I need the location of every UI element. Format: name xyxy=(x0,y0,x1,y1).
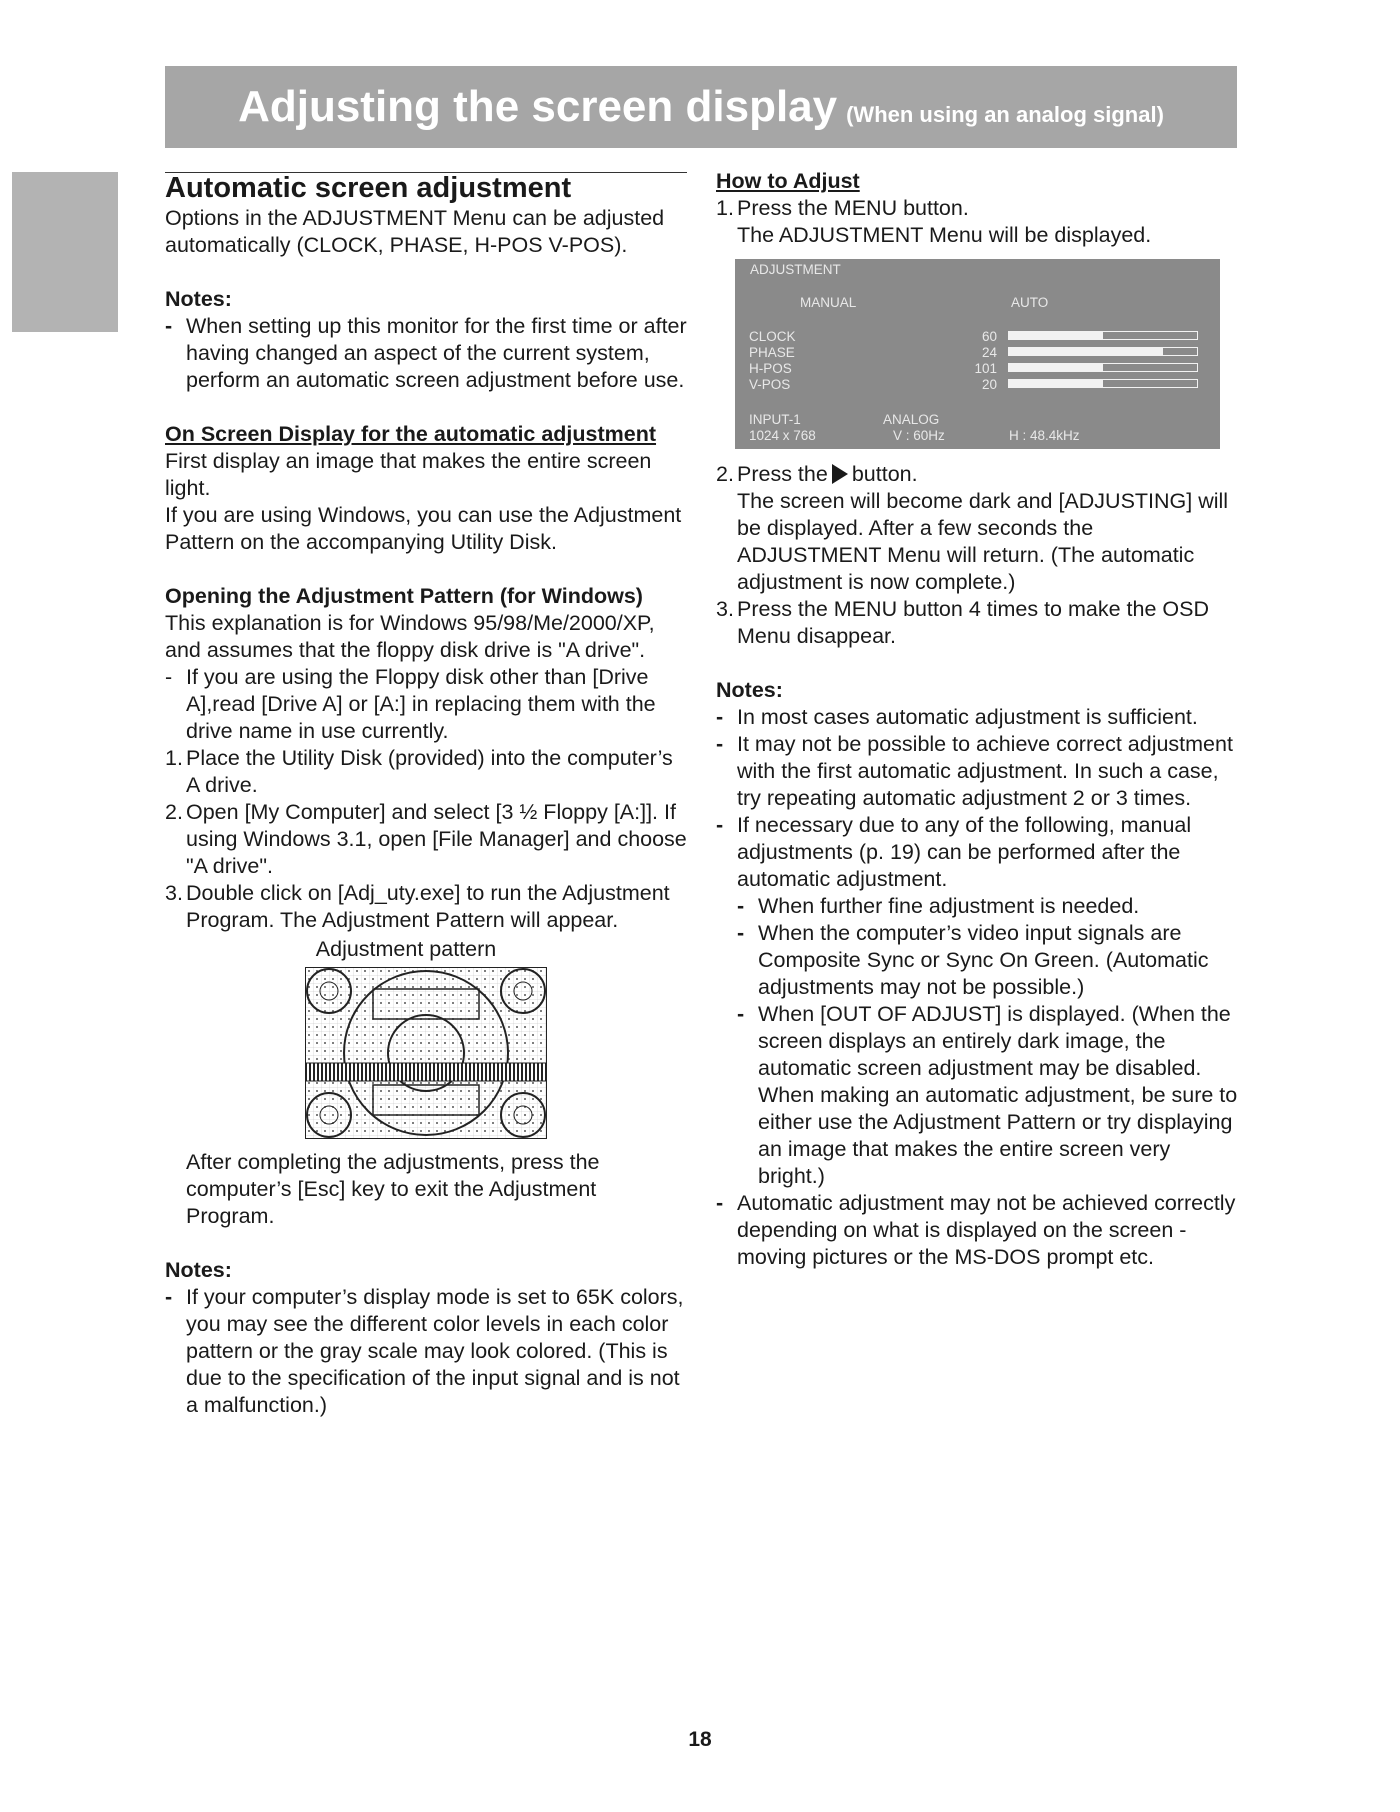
list-item: - Automatic adjustment may not be achieved correctly depending on what is displayed on the screen - moving pictures or the MS-DOS prompt etc. xyxy=(716,1191,1236,1269)
osd-manual: MANUAL xyxy=(800,295,857,310)
step-item: 1. Place the Utility Disk (provided) into the computer’s A drive. xyxy=(165,746,673,797)
pattern-caption: Adjustment pattern xyxy=(315,937,497,961)
osd-row-value: 60 xyxy=(981,329,997,344)
page-number: 18 xyxy=(688,1728,712,1751)
left-column xyxy=(165,171,687,1419)
osd-row-value: 101 xyxy=(974,361,997,376)
section-title: Automatic screen adjustment xyxy=(165,172,572,204)
page-subtitle: (When using an analog signal) xyxy=(846,102,1164,127)
osd-level-bar xyxy=(1008,347,1198,356)
osd-row-label: H-POS xyxy=(749,361,792,376)
osd-resolution: 1024 x 768 xyxy=(749,428,816,443)
step-item: 3. Press the MENU button 4 times to make the OSD Menu disappear. xyxy=(716,597,1209,648)
osd-heading: On Screen Display for the automatic adjustment xyxy=(165,422,657,446)
sub-list-item: - When further fine adjustment is needed. xyxy=(737,894,1140,918)
adjustment-pattern-figure xyxy=(305,936,547,1139)
opening-heading: Opening the Adjustment Pattern (for Windows) xyxy=(165,584,643,608)
page-title: Adjusting the screen display xyxy=(238,82,838,131)
osd-paragraph: First display an image that makes the entire screen light. xyxy=(165,449,652,500)
side-tab-marker xyxy=(12,172,118,332)
list-item: - It may not be possible to achieve correct adjustment with the first automatic adjustment. In such a case, try repeating automatic adjustment 2 or 3 times. xyxy=(716,732,1233,810)
osd-row-label: V-POS xyxy=(749,377,791,392)
notes-heading: Notes: xyxy=(716,678,783,702)
after-text: After completing the adjustments, press the computer’s [Esc] key to exit the Adjustment Program. xyxy=(186,1150,600,1228)
step-item: 1. Press the MENU button. The ADJUSTMENT Menu will be displayed. xyxy=(716,196,1152,247)
osd-level-bar xyxy=(1008,331,1198,340)
opening-paragraph: This explanation is for Windows 95/98/Me/2000/XP, and assumes that the floppy disk drive is "A drive". xyxy=(165,611,655,662)
how-to-heading: How to Adjust xyxy=(716,169,860,193)
osd-auto: AUTO xyxy=(1011,295,1049,310)
osd-paragraph: If you are using Windows, you can use the Adjustment Pattern on the accompanying Utility Disk. xyxy=(165,503,682,554)
list-item: - If your computer’s display mode is set to 65K colors, you may see the different color levels in each color pattern or the gray scale may look colored. (This is due to the specification of the input signal and is not a malfunction.) xyxy=(165,1285,684,1417)
osd-hfreq: H : 48.4kHz xyxy=(1009,428,1080,443)
osd-level-bar xyxy=(1008,379,1198,388)
list-item: - If you are using the Floppy disk other than [Drive A],read [Drive A] or [A:] in replacing them with the drive name in use currently. xyxy=(165,665,656,743)
osd-row-value: 20 xyxy=(981,377,997,392)
osd-row-label: CLOCK xyxy=(749,329,796,344)
list-item: - In most cases automatic adjustment is sufficient. xyxy=(716,705,1198,729)
notes-heading: Notes: xyxy=(165,1258,232,1282)
osd-vfreq: V : 60Hz xyxy=(893,428,945,443)
adjustment-pattern-image xyxy=(305,967,547,1139)
osd-adjustment-menu xyxy=(735,259,1220,449)
step-item: 2. Press the button. The screen will become dark and [ADJUSTING] will be displayed. After a few seconds the ADJUSTMENT Menu will return. (The automatic adjustment is now complete.) xyxy=(716,462,1229,594)
intro-text: Options in the ADJUSTMENT Menu can be adjusted automatically (CLOCK, PHASE, H-POS V-POS). xyxy=(165,206,665,257)
right-column xyxy=(716,168,1240,1271)
osd-input: INPUT-1 xyxy=(749,412,801,427)
osd-level-bar xyxy=(1008,363,1198,372)
notes-heading: Notes: xyxy=(165,287,232,311)
step-item: 3. Double click on [Adj_uty.exe] to run the Adjustment Program. The Adjustment Pattern will appear. xyxy=(165,881,670,932)
osd-row-value: 24 xyxy=(981,345,997,360)
osd-row-label: PHASE xyxy=(749,345,795,360)
page-header xyxy=(165,66,1237,148)
right-arrow-icon xyxy=(832,464,848,484)
step-item: 2. Open [My Computer] and select [3 ½ Floppy [A:]]. If using Windows 3.1, open [File Manager] and choose "A drive". xyxy=(165,800,687,878)
osd-title: ADJUSTMENT xyxy=(750,262,841,277)
sub-list-item: - When the computer’s video input signals are Composite Sync or Sync On Green. (Automatic adjustments may not be possible.) xyxy=(737,921,1209,999)
list-item: - If necessary due to any of the following, manual adjustments (p. 19) can be performed after the automatic adjustment. xyxy=(716,813,1192,891)
osd-signal: ANALOG xyxy=(883,412,940,427)
list-item: - When setting up this monitor for the first time or after having changed an aspect of the current system, perform an automatic screen adjustment before use. xyxy=(165,314,687,392)
sub-list-item: - When [OUT OF ADJUST] is displayed. (When the screen displays an entirely dark image, the automatic screen adjustment may be disabled. When making an automatic adjustment, be sure to either use the Adjustment Pattern or try displaying an image that makes the entire screen very bright.) xyxy=(737,1002,1238,1188)
